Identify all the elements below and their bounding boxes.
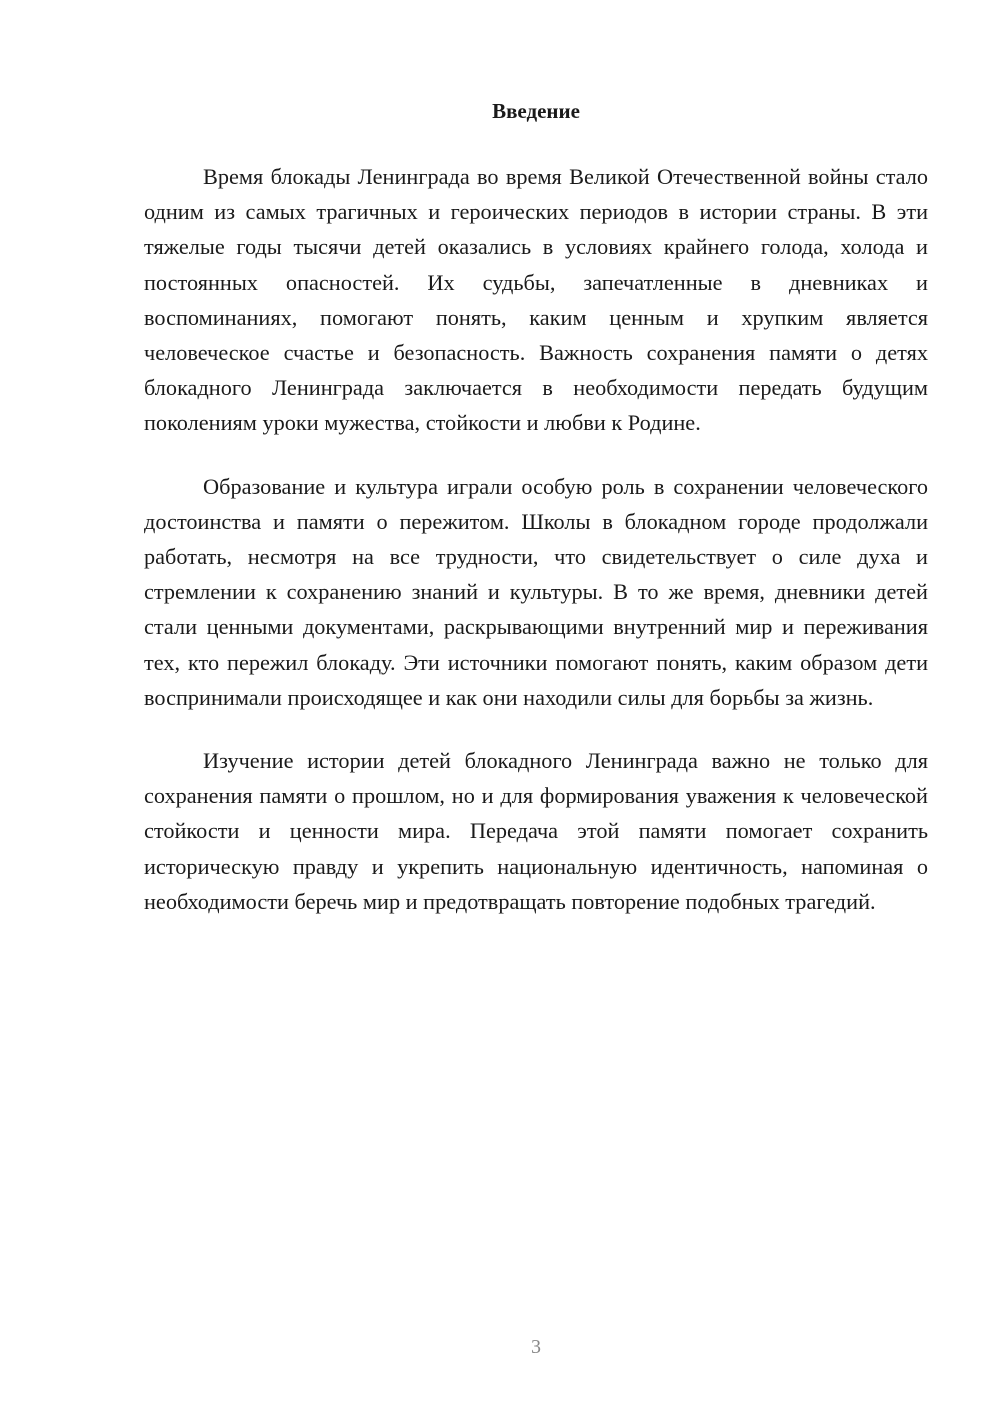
page-content <box>144 96 928 919</box>
page-number: 3 <box>531 1336 541 1358</box>
paragraph-2: Образование и культура играли особую роль в сохранении человеческого достоинства и памяти о пережитом. Школы в блокадном городе продолжали работать, несмотря на все трудности, что свидетельствует о силе духа и стремлении к сохранению знаний и культуры. В то же время, дневники детей стали ценными документами, раскрывающими внутренний мир и переживания тех, кто пережил блокаду. Эти источники помогают понять, каким образом дети воспринимали происходящее и как они находили силы для борьбы за жизнь. <box>144 473 928 710</box>
section-title: Введение <box>492 99 580 123</box>
paragraph-3: Изучение истории детей блокадного Ленинграда важно не только для сохранения памяти о прошлом, но и для формирования уважения к человеческой стойкости и ценности мира. Передача этой памяти помогает сохранить историческую правду и укрепить национальную идентичность, напоминая о необходимости беречь мир и предотвращать повторение подобных трагедий. <box>144 748 928 914</box>
paragraph-1: Время блокады Ленинграда во время Великой Отечественной войны стало одним из самых трагичных и героических периодов в истории страны. В эти тяжелые годы тысячи детей оказались в условиях крайнего голода, холода и постоянных опасностей. Их судьбы, запечатленные в дневниках и воспоминаниях, помогают понять, каким ценным и хрупким является человеческое счастье и безопасность. Важность сохранения памяти о детях блокадного Ленинграда заключается в необходимости передать будущим поколениям уроки мужества, стойкости и любви к Родине. <box>144 164 928 436</box>
